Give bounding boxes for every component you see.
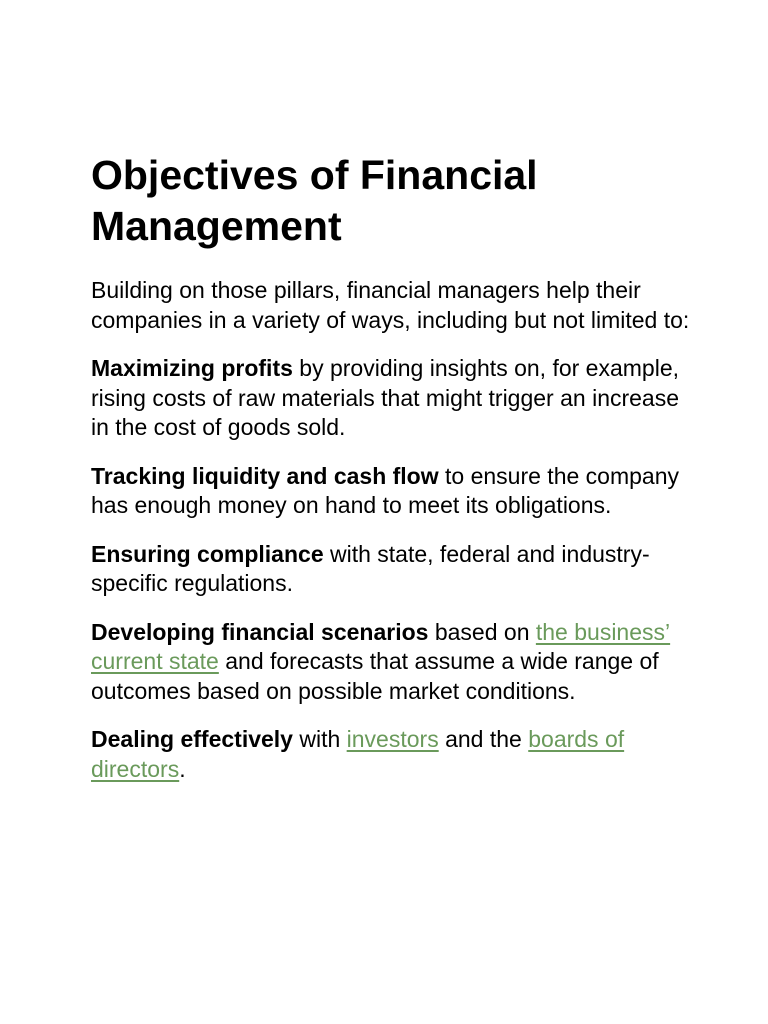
- objective-text: and the: [438, 726, 529, 752]
- objective-tracking-liquidity: [91, 462, 691, 521]
- objective-text: based on: [428, 618, 536, 645]
- objective-dealing-effectively: [91, 725, 691, 784]
- objective-ensuring-compliance: [91, 540, 691, 599]
- objective-text: to ensure the company has enough money on hand to meet its obligations.: [91, 462, 679, 518]
- objective-heading: Dealing effectively: [91, 726, 293, 752]
- objective-developing-scenarios: [91, 618, 691, 707]
- boards-of-directors-link[interactable]: boards of directors: [91, 726, 625, 782]
- objective-text: with state, federal and industry-specific regulations.: [91, 540, 650, 596]
- investors-link[interactable]: investors: [346, 726, 439, 752]
- objective-text: and forecasts that assume a wide range of outcomes based on possible market conditions.: [91, 648, 659, 704]
- objective-heading: Ensuring compliance: [91, 540, 324, 567]
- objective-text: with: [292, 726, 347, 752]
- objective-text: by providing insights on, for example, rising costs of raw materials that might trigger an increase in the cost of goods sold.: [91, 355, 680, 440]
- objective-heading: Maximizing profits: [91, 355, 293, 381]
- page-title: Objectives of Financial Management: [91, 152, 538, 249]
- objective-maximizing-profits: [91, 354, 691, 443]
- business-current-state-link[interactable]: the business’ current state: [91, 618, 671, 674]
- intro-paragraph: Building on those pillars, financial managers help their companies in a variety of ways, including but not limited to:: [91, 277, 690, 333]
- document-page: [91, 150, 691, 803]
- objective-heading: Tracking liquidity and cash flow: [91, 462, 439, 489]
- objective-heading: Developing financial scenarios: [91, 618, 429, 645]
- objective-text: .: [179, 755, 186, 782]
